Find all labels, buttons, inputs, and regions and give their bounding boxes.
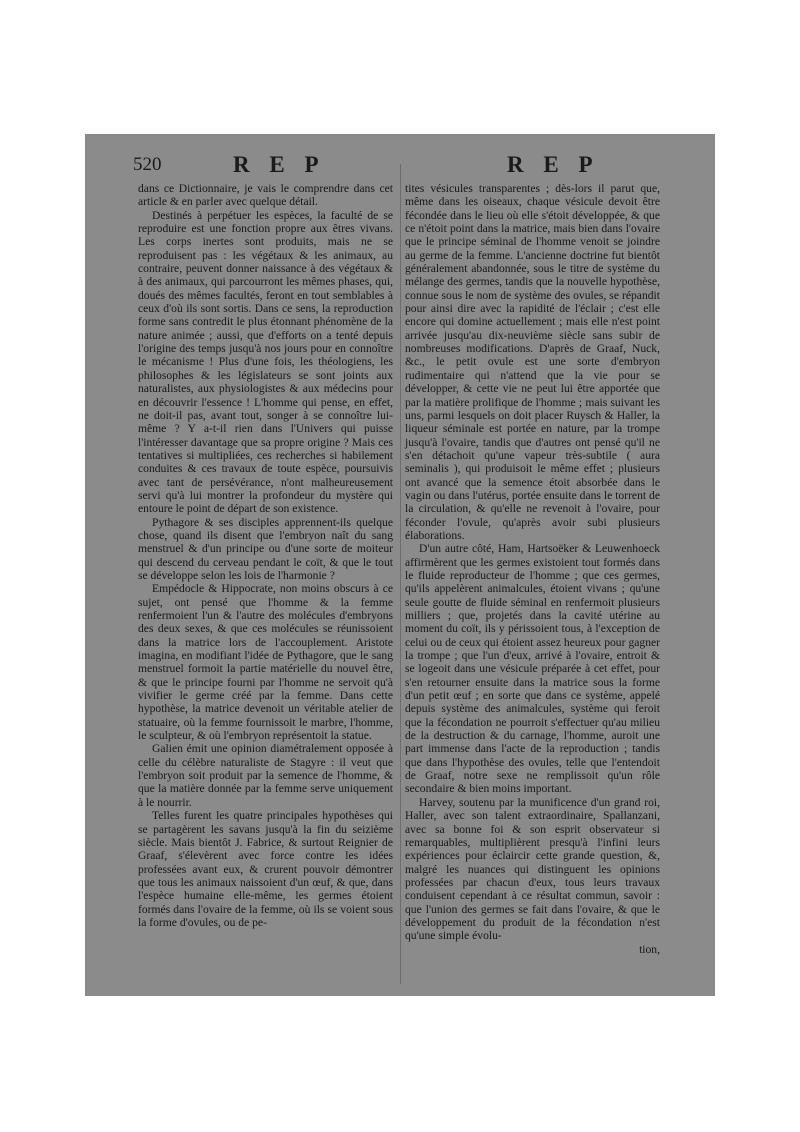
paragraph: Pythagore & ses disciples apprennent-ils quelque chose, quand ils disent que l'embryon naît du sang menstruel & d'un principe ou d'une sorte de moiteur qui descend du cerveau pendant le coït, & que le tout se développe selon les lois de l'harmonie ? <box>138 515 393 582</box>
paragraph: Destinés à perpétuer les espèces, la faculté de se reproduire est une fonction propre aux êtres vivans. Les corps inertes sont produits, mais ne se reproduisent pas : les végétaux & les animaux, au contraire, peuvent donner naissance à des végétaux & à des animaux, qui parcourront les mêmes phases, qui, doués des mêmes facultés, feront en tout semblables à ceux d'où ils sont sortis. Dans ce sens, la reproduction forme sans contredit le plus étonnant phénomène de la nature animée ; aussi, que d'efforts on a tenté depuis l'origine des temps jusqu'à nos jours pour en connoître le mécanisme ! Plus d'une fois, les théologiens, les philosophes & les législateurs se sont joints aux naturalistes, aux physiologistes & aux médecins pour en découvrir l'essence ! L'homme qui pense, en effet, ne doit-il pas, avant tout, songer à se connoître lui-même ? Y a-t-il rien dans l'Univers qui puisse l'intéresser davantage que sa propre origine ? Mais ces tentatives si multipliées, ces recherches si habilement conduites & ces travaux de toute espèce, poursuivis avec tant de persévérance, n'ont malheureusement servi qu'à lui montrer la profondeur du mystère qui entoure le point de départ de son existence. <box>138 208 393 516</box>
page-number: 520 <box>133 154 162 175</box>
paragraph: Galien émit une opinion diamétralement opposée à celle du célèbre naturaliste de Stagyre : il veut que l'embryon soit produit par la semence de l'homme, & que la matière donnée par la femme serve uniquement à le nourrir. <box>138 742 393 809</box>
paragraph: tites vésicules transparentes ; dès-lors il parut que, même dans les oiseaux, chaque vésicule devoit être fécondée dans le lieu où elle s'étoit développée, & que ce n'étoit point dans la matrice, mais bien dans l'ovaire que le principe séminal de l'homme venoit se joindre au germe de la femme. L'ancienne doctrine fut bientôt généralement abandonnée, sous le titre de système du mélange des germes, tandis que la nouvelle hypothèse, connue sous le nom de système des ovules, se répandit pour ainsi dire avec la rapidité de l'éclair ; c'est elle encore qui domine actuellement ; mais elle n'est point arrivée jusqu'au dix-neuvième siècle sans subir de nombreuses modifications. D'après de Graaf, Nuck, &c., le petit ovule est une sorte d'embryon rudimentaire qui n'attend que la vie pour se développer, & cette vie ne peut lui être apportée que par la matière prolifique de l'homme ; mais suivant les uns, parmi lesquels on doit placer Ruysch & Haller, la liqueur séminale est portée en nature, par la trompe jusqu'à l'ovaire, tandis que d'autres ont pensé qu'il ne s'en détachoit qu'une vapeur très-subtile ( aura seminalis ), qui produisoit le même effet ; plusieurs ont avancé que la semence étoit absorbée dans le vagin ou dans l'utérus, portée ensuite dans le torrent de la circulation, & qu'elle ne revenoit à l'ovaire, pour féconder l'ovule, qu'après avoir subi plusieurs élaborations. <box>405 182 660 542</box>
catchword: tion, <box>639 942 660 956</box>
left-column <box>138 182 393 929</box>
paragraph: Empédocle & Hippocrate, non moins obscurs à ce sujet, ont pensé que l'homme & la femme renfermoient l'un & l'autre des molécules d'embryons des deux sexes, & que ces molécules se réunissoient dans la matrice lors de l'accouplement. Aristote imagina, en modifiant l'idée de Pythagore, que le sang menstruel formoit la partie matérielle du nouvel être, & que le principe fourni par l'homme ne servoit qu'à vivifier le germe créé par la femme. Dans cette hypothèse, la matrice devenoit un véritable atelier de statuaire, où la femme fournissoit le marbre, l'homme, le sculpteur, & où l'embryon représentoit la statue. <box>138 582 393 743</box>
paragraph: Harvey, soutenu par la munificence d'un grand roi, Haller, avec son talent extraordinaire, Spallanzani, avec sa bonne foi & son esprit observateur si remarquables, multiplièrent presqu'à l'infini leurs expériences pour éclaircir cette grande question, &, malgré les nuances qui distinguent les opinions professées par chacun d'eux, tous leurs travaux conduisent cependant à ce résultat commun, savoir : que l'union des germes se fait dans l'ovaire, & que le développement du produit de la fécondation n'est qu'une simple évolu- <box>405 795 660 943</box>
scanned-page <box>85 134 715 996</box>
column-divider <box>400 164 401 984</box>
right-column <box>405 182 660 956</box>
running-head-left: R E P <box>233 152 326 177</box>
paragraph: Telles furent les quatre principales hypothèses qui se partagèrent les savans jusqu'à la fin du seizième siècle. Mais bientôt J. Fabrice, & surtout Reignier de Graaf, s'élevèrent avec force contre les idées professées avant eux, & crurent pouvoir démontrer que tous les animaux naissoient d'un œuf, & que, dans l'espèce humaine elle-même, les germes étoient formés dans l'ovaire de la femme, où ils se voient sous la forme d'ovules, ou de pe- <box>138 809 393 929</box>
paragraph: D'un autre côté, Ham, Hartsoëker & Leuwenhoeck affirmèrent que les germes existoient tout formés dans le fluide reproducteur de l'homme ; que ces germes, qu'ils appelèrent animalcules, étoient vivans ; qu'une seule goutte de fluide séminal en renfermoit plusieurs milliers ; que, projetés dans la cavité utérine au moment du coït, ils y périssoient tous, à l'exception de celui ou de ceux qui étoient assez heureux pour gagner la trompe ; que l'un d'eux, arrivé à l'ovaire, entroit & se logeoit dans une vésicule préparée à cet effet, pour s'en retourner ensuite dans la matrice sous la forme d'un petit œuf ; en sorte que dans ce système, appelé depuis système des animalcules, système qui feroit que la fécondation ne pourroit s'effectuer qu'au milieu de la destruction & du carnage, l'homme, auroit une part immense dans l'acte de la reproduction ; tandis que dans l'hypothèse des ovules, telle que l'entendoit de Graaf, notre sexe ne remplissoit qu'un rôle secondaire & bien moins important. <box>405 542 660 796</box>
paragraph: dans ce Dictionnaire, je vais le comprendre dans cet article & en parler avec quelque détail. <box>138 182 393 209</box>
running-head-right: R E P <box>507 152 600 177</box>
